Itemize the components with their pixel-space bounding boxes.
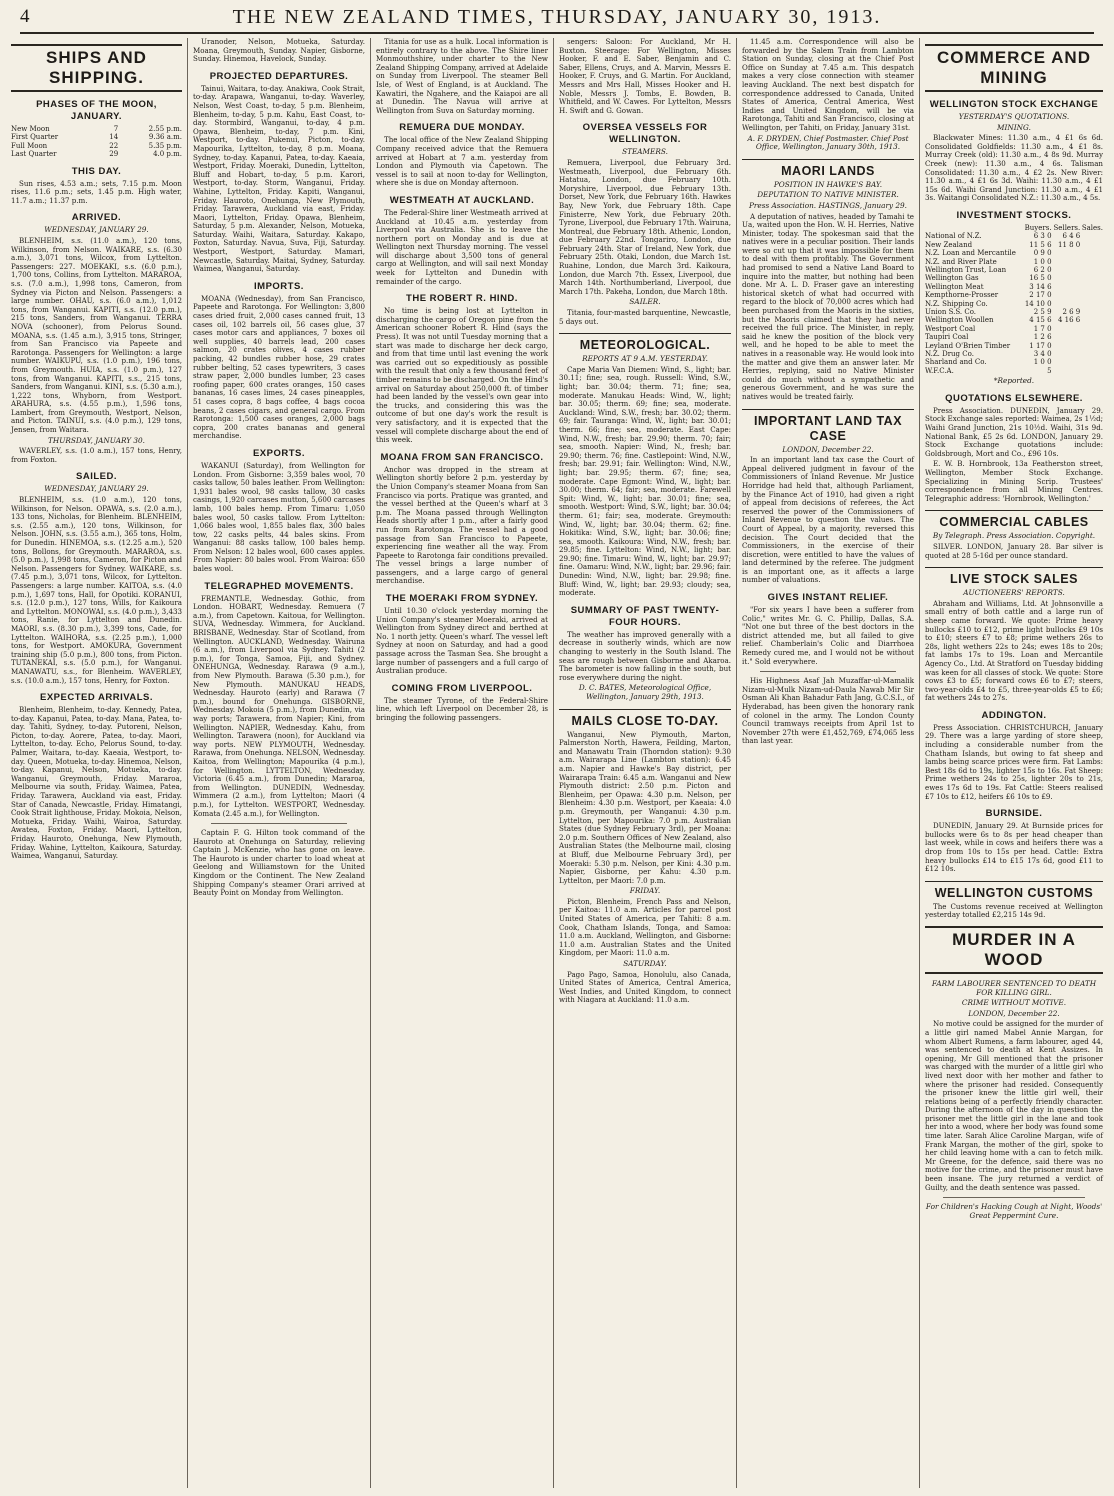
arrived-date: WEDNESDAY, JANUARY 29. [44, 225, 149, 235]
telegraphed-text: FREMANTLE, Wednesday. Gothic, from London. HOBART, Wednesday. Remuera (7 a.m.), from Capetown. Kaitoua, for Wellington. SUVA, Wednesday. Wimmera, for Auckland. BRISBANE, Wednesday. Star of Scotland, from Wellington. AUCKLAND, Wednesday. Wairuna (6 a.m.), from Liverpool via Sydney. Tahiti (2 p.m.), for Tonga, Samoa, Fiji, and Sydney. ONEHUNGA, Wednesday. Rarawa (9 a.m.), from New Plymouth. Barawa (5.30 p.m.), for New Plymouth. MANUKAU HEADS, Wednesday. Hauroto (early) and Rarawa (7 p.m.), bound for Onehunga. GISBORNE, Wednesday. Mokoia (5 p.m.), from Dunedin, via way ports; Tarawera, from Napier; Kini, from Wellington. NAPIER, Wednesday. Kahu, from Wellington. Tarawera (noon), for Auckland via way ports. NEW PLYMOUTH, Wednesday. Rarawa, from Onehunga. NELSON, Wednesday. Kaitoa, from Wellington; Mapourika (4 p.m.), for Wellington. LYTTELTON, Wednesday. Victoria (6.45 a.m.), from Dunedin; Mararoa, from Wellington. DUNEDIN, Wednesday. Wimmera (2 a.m.), from Lyttelton; Maori (4 p.m.), for Lyttelton. WESTPORT, Wednesday. Komata (2.45 a.m.), for Wellington. [193, 593, 365, 818]
saturday-heading: SATURDAY. [623, 959, 667, 969]
mails-text: Wanganui, New Plymouth, Marton, Palmerston North, Hawera, Feilding, Marton, and Manawatu Train (Thorndon station): 9.30 a.m. Wairarapa Line (Lambton station): 6.45 a.m. Napier and Hawke's Bay district, per Wairarapa Train: 6.45 a.m. Wanganui and New Plymouth district: 2.50 p.m. Picton and Blenheim, per Opawa: 4.30 p.m. Nelson, per Blenheim: 4.30 p.m. Westport, per Kaeaia: 4.0 p.m. Greymouth, per Wanganui: 4.30 p.m. Lyttelton, per Mapourika: 7.0 p.m. Australian States (due Sydney February 3rd), per Moana: 2.0 p.m. Southern Offices of New Zealand, also Australian States (the Melbourne mail, closing at Bluff, due Melbourne February 3rd), per Moeraki: 5.30 p.m. Nelson, per Kini: 4.30 p.m. Napier, Gisborne, per Kahu: 4.30 p.m. Lyttelton, per Maori: 7.0 p.m. [559, 729, 731, 885]
sailed-heading: SAILED. [76, 471, 117, 483]
investment-heading: INVESTMENT STOCKS. [956, 209, 1072, 221]
silver-text: SILVER. LONDON, January 28. Bar silver is quoted at 28 5-16d per ounce standard. [925, 541, 1103, 560]
moana-text: Anchor was dropped in the stream at Wellington shortly before 2 p.m. yesterday by the Union Company's steamer Moana from San Francisco via ports. Pratique was granted, and the vessel berthed at the Queen's wharf at 3 p.m. The Moana passed through Wellington Heads shortly after 1 p.m., after a fairly good run from Rarotonga. The vessel had a good passage from San Francisco to Papeete, experiencing fine weather all the way. From Papeete to Rarotonga fair conditions prevailed. The vessel brings a large number of passengers, and a large cargo of general merchandise. [376, 464, 548, 586]
maori-lands-heading: MAORI LANDS [742, 159, 914, 179]
sailer-text: Titania, four-masted barquentine, Newcastle, 5 days out. [559, 308, 731, 326]
section-title-shipping: SHIPS AND SHIPPING. [11, 44, 182, 92]
departures-text: Tainui, Waitara, to-day. Anakiwa, Cook Strait, to-day. Arapawa, Wanganui, to-day. Waverley, Nelson, West Coast, to-day, 5 p.m. Blenheim, Blenheim, to-day, 5 p.m. Kahu, East Coast, to-day. Stormbird, Wanganui, to-day, 4 p.m. Opawa, Blenheim, to-day, 7 p.m. Kini, Westport, to-day. Pukenui, Picton, to-day. Mapourika, Lyttelton, to-day, 8 p.m. Moana, Sydney, to-day. Kapanui, Patea, to-day. Kaeaia, Westport, Friday. Moeraki, Dunedin, Lyttelton, Bluff and Hobart, to-day, 5 p.m. Karori, Westport, to-day. Storm, Wanganui, Friday. Wahine, Lyttelton, Friday. Kapiti, Wanganui, Friday. Hauroto, Onehunga, New Plymouth, Friday. Tarawera, Auckland via east, Friday. Maori, Lyttelton, Friday. Opawa, Blenheim, Saturday, 5 p.m. Alexander, Nelson, Motueka, Saturday. Waihi, Waitara, Saturday. Kakapo, Foxton, Saturday. Navua, Suva, Fiji, Saturday. Westport, Westport, Saturday. Mamari, Newcastle, Saturday. Maitai, Sydney, Saturday. Waimea, Wanganui, Saturday. [193, 83, 365, 274]
moeraki-text: Until 10.30 o'clock yesterday morning the Union Company's steamer Moeraki, arrived at Wellington from Sydney direct and berthed at No. 1 north jetty. Queen's wharf. The vessel left Sydney at noon on Saturday, and had a good passage across the Tasman Sea. She brought a large number of passengers and a full cargo of Australian produce. [376, 606, 548, 676]
saturday-text: Pago Pago, Samoa, Honolulu, also Canada, United States of America, Central America, West Indies, and United Kingdom, to connect with Niagara at Auckland: 11.0 a.m. [559, 969, 731, 1005]
column-2 [188, 38, 371, 1488]
thursday-heading: THURSDAY, JANUARY 30. [48, 435, 145, 445]
mails-heading: MAILS CLOSE TO-DAY. [559, 709, 731, 729]
maori-text: A deputation of natives, headed by Tamahi te Ua, waited upon the Hon. W. H. Herries, Native Minister, today. The spokesman said that the natives were in a peculiar position. Their lands were so cut up that it was impossible for them to deal with them profitably. The Government had promised to send a Native Land Board to inquire into the matter, but nothing had been done. Mr A. L. D. Fraser gave an interesting historical sketch of what had occurred with regard to the block of 70,000 acres which had been purchased from the Maoris in the sixties, but the Maoris claimed that they had never received the full price. The Minister, in reply, said he knew the position of the block very well, and he hoped to be able to meet the natives in a reasonable way. He would look into the matter and give them an answer later. Mr Herries, replying, said no Native Minister could do much without a sympathetic and generous Government, and he was sure the natives would be treated fairly. [742, 211, 914, 401]
meteorological-subheading: REPORTS AT 9 A.M. YESTERDAY. [582, 354, 708, 364]
table-header-row: Buyers. Sellers. Sales. [1024, 223, 1103, 232]
table-row: First Quarter 14 9.36 a.m. [11, 133, 182, 142]
table-row: New Zealand 11 5 6 11 8 0 [925, 240, 1081, 249]
table-row: W.F.C.A. 5 [925, 366, 1052, 375]
thursday-text: WAVERLEY, s.s. (1.0 a.m.), 157 tons, Henry, from Foxton. [11, 446, 182, 464]
table-row: Leyland O'Brien Timber 1 17 0 [925, 341, 1052, 350]
remuera-heading: REMUERA DUE MONDAY. [399, 122, 525, 134]
quotations-heading: YESTERDAY'S QUOTATIONS. [958, 112, 1070, 121]
table-row: Wellington Gas 16 5 0 [925, 274, 1052, 283]
hind-heading: THE ROBERT R. HIND. [406, 293, 518, 305]
murder-heading: MURDER IN A WOOD [925, 926, 1103, 974]
exports-heading: EXPORTS. [252, 447, 306, 459]
moana-heading: MOANA FROM SAN FRANCISCO. [380, 451, 544, 463]
westmeath-text: The Federal-Shire liner Westmeath arrived at Auckland at 10.45 a.m. yesterday from Liverpool via Australia. She is to leave the northern port on Monday and is due at Wellington next Thursday morning. The vessel will discharge about 3,500 tons of general cargo at Wellington, and will sail next Monday week for Lyttelton and Dunedin with remainder of the cargo. [376, 207, 548, 286]
land-tax-text: In an important land tax case the Court of Appeal delivered judgment in favour of the Commissioners of Inland Revenue. Mr Justice Horridge had held that, although Parliament, by the Finance Act of 1910, had given a right of appeal from decisions of referees, the Act reserved the power of the Commissioners of Inland Revenue to question the values. The Court of Appeal, by a majority, reversed this decision. The Court decided that the Commissioners, in the exercise of their discretion, were entitled to have the values of land determined by the referee. The judgment is an important one, as it affects a large number of valuations. [742, 455, 914, 585]
sailed-text: BLENHEIM, s.s. (1.0 a.m.), 120 tons, Wilkinson, for Nelson. OPAWA, s.s. (2.0 a.m.), 133 tons, Nicholas, for Blenheim. BLENHEIM, s.s. (2.55 a.m.), 120 tons, Wilkinson, for Nelson. JOHN, s.s. (3.55 a.m.), 365 tons, Holm, for Dunedin. HINEMOA, s.s. (12.25 a.m.), 520 tons, Bollons, for Greymouth. MARAROA, s.s. (5.0 p.m.), 1,998 tons, Cameron, for Picton and Nelson. Passengers for Sydney. WAIKARE, s.s. (7.45 p.m.), 3,071 tons, Wilcox, for Lyttelton. Passengers: a large number. KAITOA, s.s. (4.0 p.m.), 1,697 tons, Hall, for Opotiki. KORANUI, s.s. (12.0 p.m.), 127 tons, Wills, for Kaikoura and Lyttelton. MONOWAI, s.s. (4.0 p.m.), 3,433 tons, Ranie, for Lyttelton and Dunedin. MAORI, s.s. (8.30 p.m.), 3,399 tons, Cade, for Lyttelton. WAIHORA, s.s. (2.25 p.m.), 1,000 tons, for Westport. AMOKURA, Government training ship (5.0 p.m.), 800 tons, from Picton. TUTANEKAI, s.s. (5.0 p.m.), for Wanganui. MANAWATU, s.s., for Blenheim. WAVERLEY, s.s. (10.0 a.m.), 157 tons, Henry, for Foxton. [11, 495, 182, 685]
addington-heading: ADDINGTON. [981, 709, 1047, 721]
exports-text: WAKANUI (Saturday), from Wellington for London. From Gisborne: 3,359 bales wool, 70 casks tallow, 50 bales leather. From Wellington: 1,931 bales wool, 98 casks tallow, 30 casks casings, 1,920 carcases mutton, 5,600 carcases lamb, 100 bales hemp. From Timaru: 1,050 bales wool, 50 casks tallow. From Lyttelton: 1,066 bales wool, 1,855 bales flax, 300 bales tow, 22 casks pelts, 44 bales skins. From Wanganui: 88 casks tallow, 100 bales hemp. From Nelson: 12 bales wool, 600 cases apples. From Napier: 80 bales wool. From Wairoa: 650 bales wool. [193, 460, 365, 574]
table-row: Union S.S. Co. 2 5 9 2 6 9 [925, 308, 1081, 316]
liverpool-text: The steamer Tyrone, of the Federal-Shire line, which left Liverpool on December 28, is bringing the following passengers. [376, 695, 548, 722]
moeraki-heading: THE MOERAKI FROM SYDNEY. [385, 593, 539, 605]
friday-text: Picton, Blenheim, French Pass and Nelson, per Kaitoa: 11.0 a.m. Articles for parcel post United States of America, per Tahiti: 8 a.m. Cook, Chatham Islands, Tonga, and Samoa: 11.0 a.m. Auckland, Wellington, and Gisborne: 11.0 a.m. Australian States and the United Kingdom, per Maori: 11.0 a.m. [559, 896, 731, 958]
maori-subheading-1: POSITION IN HAWKE'S BAY. [773, 179, 883, 189]
moon-table [11, 125, 182, 159]
expected-text: Blenheim, Blenheim, to-day. Kennedy, Patea, to-day. Kapanui, Patea, to-day. Mana, Patea, to-day. Tahiti, Sydney, to-day. Putoreni, Nelson, Picton, to-day. Aorere, Patea, to-day. Maori, Lyttelton, to-day. Echo, Pelorus Sound, to-day. Palmer, Waitara, to-day. Kaeaia, Westport, to-day. Queen, Motueka, to-day. Hinemoa, Nelson, to-day. Kapanui, Nelson, Motueka, to-day. Wanganui, Greymouth, Friday. Mararoa, Melbourne via south, Friday. Waimea, Patea, Friday. Tarawera, Auckland via east, Friday. Star of Canada, Newcastle, Friday. Himatangi, Cook Strait lighthouse, Friday. Mokoia, Nelson, Motueka, Friday. Waihi, Wairoa, Saturday. Awatea, Foxton, Friday. Maori, Lyttelton, Friday. Hauroto, Onehunga, New Plymouth, Friday. Wahine, Lyttelton, Kaikoura, Saturday. Waimea, Wanganui, Saturday. [11, 705, 182, 861]
land-tax-dateline: LONDON, December 22. [782, 444, 874, 454]
auctioneers-heading: AUCTIONEERS' REPORTS. [963, 588, 1065, 598]
column-3 [371, 38, 554, 1488]
departures-heading: PROJECTED DEPARTURES. [209, 70, 349, 82]
postmaster-signature: A. F. DRYDEN, Chief Postmaster. Chief Post Office, Wellington, January 30th, 1913. [747, 133, 909, 152]
customs-text: The Customs revenue received at Wellington yesterday totalled £2,215 14s 9d. [925, 901, 1103, 920]
table-row: New Moon 7 2.55 p.m. [11, 125, 182, 133]
maori-subheading-2: DEPUTATION TO NATIVE MINISTER. [757, 190, 899, 200]
telegraphed-heading: TELEGRAPHED MOVEMENTS. [204, 580, 354, 592]
murder-subheading-2: CRIME WITHOUT MOTIVE. [961, 998, 1067, 1008]
murder-subheading-1: FARM LABOURER SENTENCED TO DEATH FOR KILLING GIRL. [931, 978, 1097, 997]
hornbrook-ad: E. W. B. Hornbrook, 13a Featherston street, Wellington, Member Stock Exchange. Specializing in Mining Scrip. Trustees' correspondence from all Mining Centres. Telegraphic address: 'Hornbrook, Wellington.' [925, 459, 1103, 503]
newspaper-columns [6, 38, 1108, 1488]
table-row: Wellington Meat 3 14 6 [925, 282, 1052, 291]
relief-text: "For six years I have been a sufferer from Colic," writes Mr. G. C. Phillip, Dallas, S.A. "Not one but three of the best doctors in the district attended me, but all failed to give relief. Chamberlain's Colic and Diarrhoea Remedy cured me, and I would not be without it." Sold everywhere. [742, 605, 914, 666]
col3-intro: Titania for use as a hulk. Local information is entirely contrary to the above. The Shire liner Monmouthshire, under charter to the New Zealand Shipping Company, arrived at Adelaide on Sunday from Liverpool. The steamer Bell Isle, of West of England, is at Auckland. The Kawatiri, the Ngahere, and the Kaiapoi are all at Dunedin. The Navua will arrive at Wellington from Suva on Saturday morning. [376, 38, 548, 115]
col2-intro: Uranoder, Nelson, Motueka, Saturday. Moana, Greymouth, Sunday. Napier, Gisborne, Sunday. Hinemoa, Havelock, Sunday. [193, 38, 365, 64]
table-row: Sharland and Co. 1 0 0 [925, 358, 1052, 367]
summary-heading: SUMMARY OF PAST TWENTY-FOUR HOURS. [570, 604, 720, 628]
table-row: N.Z. and River Plate 1 0 0 [925, 257, 1052, 266]
steamers-heading: STEAMERS. [622, 147, 668, 157]
liverpool-heading: COMING FROM LIVERPOOL. [391, 682, 533, 694]
burnside-text: DUNEDIN, January 29. At Burnside prices for bullocks were 6s to 8s per head cheaper than last week, while in cows and heifers there was a drop from 10s to 15s per head. Cattle: Extra heavy bullocks £14 to £15 17s 6d, good £11 to £12 10s. [925, 821, 1103, 874]
addington-text: Press Association. CHRISTCHURCH, January 29. There was a large yarding of store sheep, including a considerable number from the Chatham Islands, but owing to fat sheep and lambs being scarce prices were firm. Fat Lambs: Best 18s 6d to 19s, lighter 15s to 16s. Fat Sheep: Prime wethers 24s to 25s, lighter 20s to 21s, ewes 17s 6d to 19s. Fat Cattle: Steers realised £7 10s to £12, heifers £6 10s to £9. [925, 722, 1103, 801]
masthead [20, 6, 1094, 34]
sailer-heading: SAILER. [629, 297, 661, 307]
maori-dateline: Press Association. HASTINGS, January 29. [749, 200, 907, 210]
reported-note: *Reported. [993, 376, 1035, 386]
relief-heading: GIVES INSTANT RELIEF. [767, 592, 889, 604]
column-5 [737, 38, 920, 1488]
divider [760, 671, 896, 672]
mining-text: Blackwater Mines: 11.30 a.m., 4 £1 6s 6d. Consolidated Goldfields: 11.30 a.m., 4 £1 8s. Murray Creek (old): 11.30 a.m., 4 8s 9d. Murray Creek (new): 11.30 a.m., 4 6s. Talisman Consolidated: 11.30 a.m., 4 £2 2s. New River: 11.30 a.m., 4 £1 6s 3d. Waihi: 11.30 a.m., 4 £1 15s 6d. Waihi Grand Junction: 11.30 a.m., 4 £1 3s. Waitangi Consolidated N.Z.: 11.30 a.m., 4 5s. [925, 133, 1103, 203]
divider [211, 823, 347, 824]
arrived-text: BLENHEIM, s.s. (11.0 a.m.), 120 tons, Wilkinson, from Nelson. WAIKARE, s.s. (6.30 a.m.), 3,071 tons, Wilcox, from Lyttelton. Passengers: 227. MOEKAKI, s.s. (6.0 p.m.), 1,700 tons, Collins, from Lyttelton. MARAROA, s.s. (7.0 a.m.), 1,998 tons, Cameron, from Sydney via Picton and Nelson. Passengers: a large number. OHAU, s.s. (6.0 a.m.), 1,012 tons, from Wanganui. KAPITI, s.s. (12.0 p.m.), 215 tons, Sanders, from Wanganui. TERRA NOVA (schooner), from Pelorus Sound. MOANA, s.s. (1.45 a.m.), 3,915 tons, Stringer, from San Francisco via Papeete and Rarotonga. Passengers for Wellington: a large number. WAIKUPU, s.s. (1.0 p.m.), 196 tons, from Greymouth. HUIA, s.s. (1.0 p.m.), 127 tons, from Wanganui. KAPITI, s.s., 215 tons, Sanders, from Wanganui. KINI, s.s. (5.30 a.m.), 1,222 tons, Whyborn, from Westport. ARAHURA, s.s. (4.55 p.m.), 1,596 tons, Lambert, from Greymouth, Westport, Nelson, and Picton. TAINUI, s.s. (4.0 p.m.), 129 tons, Jensen, from Waitara. [11, 236, 182, 435]
friday-heading: FRIDAY. [629, 886, 661, 896]
peppermint-cure-ad: For Children's Hacking Cough at Night, Woods' Great Peppermint Cure. [925, 1202, 1103, 1220]
steamers-text: Remuera, Liverpool, due February 3rd. Westmeath, Liverpool, due February 6th. Hatatua, London, due February 10th. Moryshire, Liverpool, due February 13th. Dorset, New York, due February 16th. Hawkes Bay, New York, due February 18th. Cape Finisterre, New York, due February 20th. Tyrone, Liverpool, due February 17th. Wairuna, Montreal, due February 18th. Athenic, London, due February 22nd. Tongariro, London, due February 24th. Star of Ireland, New York, due February 25th. Otaki, London, due March 1st. Ruahine, London, due March 3rd. Kaikoura, London, due March 7th. Essex, Liverpool, due March 14th. Northumberland, Liverpool, due March 17th. Pakeha, London, due March 18th. [559, 157, 731, 296]
met-signoff: D. C. BATES, Meteorological Office, Wellington, January 29th, 1913. [578, 683, 712, 701]
oversea-heading: OVERSEA VESSELS FOR WELLINGTON. [582, 122, 708, 146]
investment-table [925, 224, 1103, 375]
murder-dateline: LONDON, December 22. [968, 1008, 1060, 1018]
summary-text: The weather has improved generally with a decrease in southerly winds, which are now changing to westerly in the South Island. The seas are rough between Gisborne and Akaroa. The barometer is now falling in the south, but rose everywhere during the night. [559, 629, 731, 682]
table-row: Westport Coal 1 7 0 [925, 324, 1052, 333]
column-4 [554, 38, 737, 1488]
cables-subheading: By Telegraph. Press Association. Copyright. [932, 531, 1096, 541]
mining-heading: MINING. [997, 122, 1031, 132]
livestock-heading: LIVE STOCK SALES [925, 567, 1103, 587]
table-row: N.Z. Drug Co. 3 4 0 [925, 350, 1052, 359]
westmeath-heading: WESTMEATH AT AUCKLAND. [389, 194, 535, 206]
meteorological-text: Cape Maria Van Diemen: Wind, S., light; bar. 30.11; fine; sea, rough. Russell: Wind, S.W., light; bar. 30.04; therm. 71; fine; sea, moderate. Manukau Heads: Wind, W., light; bar. 30.05; therm. 69; fine; sea, moderate. Auckland: Wind, S.W., fresh; bar. 30.02; therm. 69; fair. Tauranga: Wind, W., light; bar. 30.01; therm. 66; fine; sea, moderate. East Cape: Wind, N.W., fresh; bar. 29.90; therm. 70; fair; sea, smooth. Napier: Wind, N., fresh; bar. 29.90; therm. 76; fine. Castlepoint: Wind, N.W., fresh; bar. 29.91; fair. Wellington: Wind, N.W., light; bar. 29.95; therm. 67; fine; sea, moderate. Cape Egmont: Wind, W., light; bar. 30.00; therm. 64; fair; sea, moderate. Farewell Spit: Wind, W., light; bar. 30.01; fine; sea, smooth. Westport: Wind, S.W., light; bar. 30.04; therm. 61; fair; sea, moderate. Greymouth: Wind, W., light; bar. 30.04; therm. 62; fine. Hokitika: Wind, S.W., light; bar. 30.06; fine; sea, smooth. Kaikoura: Wind, N.W., fresh; bar. 29.85; fine. Lyttelton: Wind, N.W., light; bar. 29.90; fine. Timaru: Wind, W., light; bar. 29.97; fine. Oamaru: Wind, N.W., light; bar. 29.96; fair. Dunedin: Wind, N.W., light; bar. 29.98; fine. Bluff: Wind, W., light; bar. 29.93; cloudy; sea, moderate. [559, 364, 731, 598]
cables-heading: COMMERCIAL CABLES [925, 510, 1103, 530]
col5-intro: 11.45 a.m. Correspondence will also be forwarded by the Salem Train from Lambton Station on Sunday, closing at the Chief Post Office on Sunday at 7.45 a.m. This despatch makes a very close connection with steamer leaving Auckland. The next best dispatch for correspondence addressed to Canada, United States of America, Central America, West Indies and United Kingdom, will be via Rarotonga, Tahiti and San Francisco, closing at Wellington, per Tahiti, on Friday, January 31st. [742, 38, 914, 132]
land-tax-heading: IMPORTANT LAND TAX CASE [742, 409, 914, 444]
table-row: Wellington Trust, Loan 6 2 0 [925, 265, 1052, 274]
newspaper-title: THE NEW ZEALAND TIMES, THURSDAY, JANUARY 30, 1913. [232, 6, 882, 28]
sailed-date: WEDNESDAY, JANUARY 29. [44, 484, 149, 494]
this-day-text: Sun rises, 4.53 a.m.; sets, 7.15 p.m. Moon rises, 11.6 p.m.; sets, 1.45 p.m. High water, 11.7 a.m.; 11.37 p.m. [11, 178, 182, 205]
column-1 [6, 38, 188, 1488]
murder-text: No motive could be assigned for the murder of a little girl named Mabel Annie Margan, for whom Albert Rumens, a farm labourer, aged 44, was sentenced to death at Kent Assizes. In opening, Mr Gill mentioned that the prisoner was charged with the murder of a little girl who lived next door with her mother and father to where the prisoner had resided. Consequently the prisoner knew the little girl well, their relations being of a perfectly friendly character. During the afternoon of the day in question the prisoner met the little girl in the lane and took her into a wood, where her body was found some time later. Sarah Alice Caroline Margan, wife of Frank Margan, the mother of the girl, spoke to her child leaving home with a can to fetch milk. Mr Greene, for the defence, said there was no motive for the crime, and the prisoner must have been insane. The jury returned a verdict of Guilty, and the death sentence was passed. [925, 1019, 1103, 1192]
remuera-text: The local office of the New Zealand Shipping Company received advice that the Remuera arrived at Hobart at 7 a.m. yesterday from London and Plymouth via Capetown. The vessel is to sail at noon to-day for Wellington, where she is due on Monday afternoon. [376, 135, 548, 188]
elsewhere-heading: QUOTATIONS ELSEWHERE. [945, 392, 1083, 404]
moon-heading: PHASES OF THE MOON, JANUARY. [36, 99, 157, 122]
page-number: 4 [20, 6, 30, 27]
table-row: N.Z. Shipping Co. 14 10 0 [925, 299, 1052, 308]
col4-intro: sengers: Saloon: For Auckland, Mr H. Buxton. Steerage: For Wellington, Misses Hooker, F. and E. Saber, Benjamin and C. Saber, Ellens, Cruys, and A. Marvin, Messrs E. Hooker, F. Cruys, and G. Martin. For Auckland, Messrs and Mrs Hall, Misses Hooker and H. Noble, Messrs J. Tombs, E. Bowden, B. Whitfield, and W. Cawes. For Lyttelton, Messrs H. Swift and G. Gowan. [559, 38, 731, 115]
divider [943, 1197, 1085, 1198]
nizam-text: His Highness Asaf Jah Muzaffar-ul-Mamalik Nizam-ul-Mulk Nizam-ud-Daula Nawab Mir Sir Osman Ali Khan Bahadur Fath Jang, G.C.S.I., of Hyderabad, has been given the honorary rank of colonel in the army. The London County Council tramways receipts from April 1st to November 27th were £1,452,769, £74,065 less than last year. [742, 676, 914, 746]
table-row: N.Z. Loan and Mercantile 0 9 0 [925, 249, 1052, 258]
imports-text: MOANA (Wednesday), from San Francisco, Papeete and Rarotonga. For Wellington: 3,800 cases dried fruit, 2,000 cases canned fruit, 13 cases oil, 102 barrels oil, 56 cases glue, 37 cases motor cars and appliances, 7 boxes oil well supplies, 40 barrels lead, 200 cases salmon, 20 crates olives, 4 cases rubber packing, 42 bundles rubber hose, 29 crates rubber belting, 52 cases typewriters, 3 cases straw paper, 2,000 bundles lumber, 23 cases roofing paper, 600 crates oranges, 150 cases bananas, 16 cases limes, 24 cases pineapples, 51 cases copra, 8 bags coffee, 4 bags cocoa beans, 2 cases cigars, and general cargo. From Rarotonga: 1,500 cases oranges, 2,000 bags copra, 200 crates bananas and general merchandise. [193, 293, 365, 441]
table-row: National of N.Z. 6 3 0 6 4 6 [925, 232, 1081, 241]
table-row: Wellington Woollen 4 15 6 4 16 6 [925, 316, 1081, 325]
meteorological-heading: METEOROLOGICAL. [559, 333, 731, 353]
customs-heading: WELLINGTON CUSTOMS [925, 881, 1103, 901]
captain-text: Captain F. G. Hilton took command of the Hauroto at Onehunga on Saturday, relieving Captain J. McKenzie, who has gone on leave. The Hauroto is under charter to load wheat at Geelong and Williamstown for the United Kingdom or the Continent. The New Zealand Shipping Company's steamer Orari arrived at Beauty Point on Monday from Wellington. [193, 828, 365, 898]
elsewhere-text: Press Association. DUNEDIN, January 29. Stock Exchange sales reported: Waimea, 2s 1½d; Waihi Grand Junction, 21s 10½d. Waihi, 31s 9d. National Bank, £5 2s 6d. LONDON, January 29. Stock Exchange quotations include: Goldsbrough, Mort and Co., £96 10s. [925, 405, 1103, 458]
table-row: Last Quarter 29 4.0 p.m. [11, 150, 182, 159]
stock-exchange-heading: WELLINGTON STOCK EXCHANGE [929, 99, 1099, 110]
this-day-heading: THIS DAY. [71, 165, 122, 177]
table-row: Kempthorne-Prosser 2 17 0 [925, 291, 1052, 300]
imports-heading: IMPORTS. [254, 280, 304, 292]
hind-text: No time is being lost at Lyttelton in discharging the cargo of Oregon pine from the American schooner Robert R. Hind (says the Press). It was not until Tuesday morning that a start was made to discharge her deck cargo, and from that time until last evening the work was carried out so expeditiously as possible with the result that only a few thousand feet of timber remains to be discharged. On the Hind's arrival on Saturday about 250,000 ft. of timber had been landed by the vessel's own gear into the trucks, and considering this was the outcome of but one day's work the result is very satisfactory, and it is expected that the vessel will complete discharge about the end of this week. [376, 306, 548, 445]
commerce-heading: COMMERCE AND MINING [925, 44, 1103, 92]
table-row: Full Moon 22 5.35 p.m. [11, 141, 182, 150]
burnside-heading: BURNSIDE. [985, 808, 1043, 820]
table-row: Taupiri Coal 1 2 6 [925, 333, 1052, 342]
expected-heading: EXPECTED ARRIVALS. [40, 692, 153, 704]
column-6 [920, 38, 1108, 1488]
livestock-text: Abraham and Williams, Ltd. At Johnsonville a small entry of both cattle and a large run of sheep came forward. We quote: Prime heavy bullocks £10 to £12, prime light bullocks £9 10s to £10; steers £7 to £8; prime wethers 26s to 28s, light wethers 22s to 24s; ewes 18s to 20s; fat lambs 17s to 19s. Loan and Mercantile Agency Co., Ltd. At Stratford on Tuesday bidding was keen for all classes of stock. We quote: Store cows £3 to £5; forward cows £6 to £7; steers, two-year-olds £4 to £5, three-year-olds £5 to £6; fat wethers 24s to 27s. [925, 598, 1103, 703]
arrived-heading: ARRIVED. [71, 212, 122, 224]
